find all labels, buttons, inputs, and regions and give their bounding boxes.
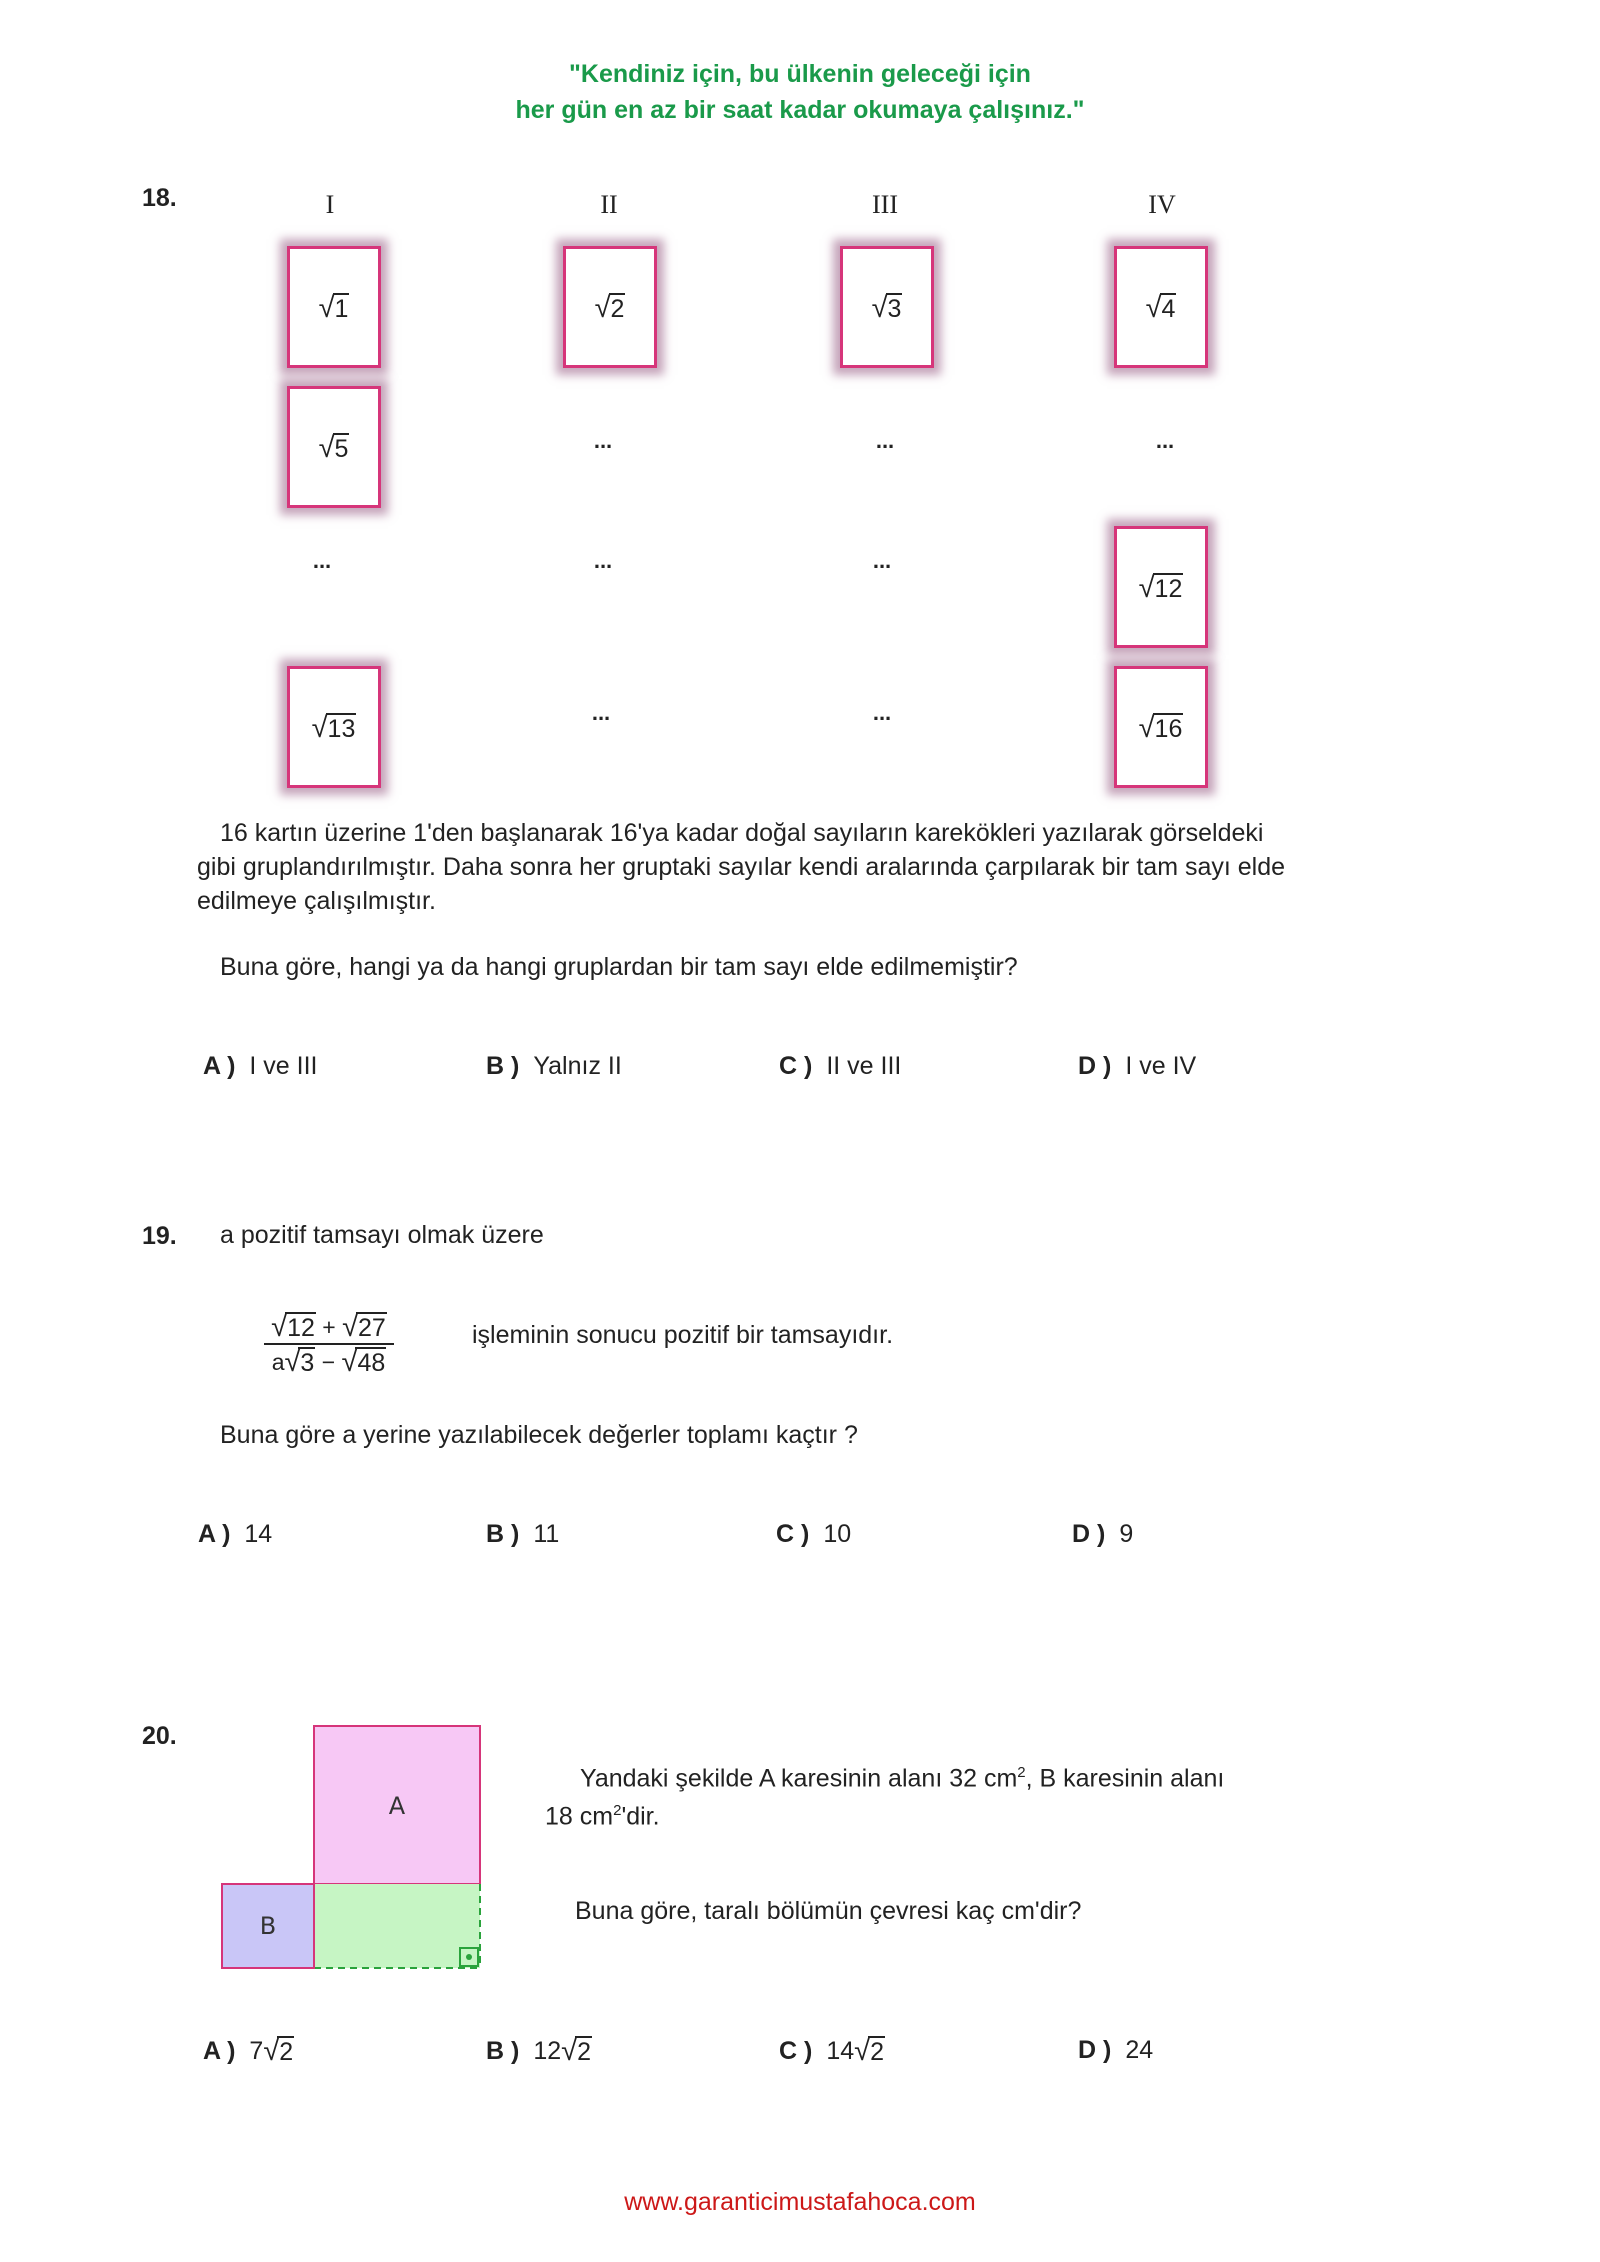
q18-option-d[interactable]: D ) I ve IV bbox=[1078, 1052, 1197, 1080]
question-18-text-line-2: gibi gruplandırılmıştır. Daha sonra her gruptaki sayılar kendi aralarında çarpılarak bir tam sayı elde bbox=[197, 853, 1286, 881]
q18-option-a[interactable]: A ) I ve III bbox=[203, 1052, 318, 1080]
card-sqrt-1: √ 1 bbox=[287, 246, 381, 368]
q19-option-a[interactable]: A ) 14 bbox=[198, 1520, 273, 1548]
motivational-quote bbox=[0, 56, 1600, 128]
q20-option-a[interactable]: A ) 7 √ 2 bbox=[203, 2035, 294, 2067]
card-sqrt-12: √ 12 bbox=[1114, 526, 1208, 648]
ellipsis: ... bbox=[593, 428, 613, 453]
right-angle-dot bbox=[466, 1954, 472, 1960]
q20-option-b[interactable]: B ) 12 √ 2 bbox=[486, 2035, 591, 2067]
group-label-4: IV bbox=[1148, 190, 1176, 219]
group-label-3: III bbox=[872, 190, 898, 219]
q19-option-d[interactable]: D ) 9 bbox=[1072, 1520, 1134, 1548]
card-sqrt-5: √ 5 bbox=[287, 386, 381, 508]
question-18-prompt: Buna göre, hangi ya da hangi gruplardan bir tam sayı elde edilmemiştir? bbox=[220, 953, 1018, 981]
ellipsis: ... bbox=[312, 548, 332, 573]
card-sqrt-16: √ 16 bbox=[1114, 666, 1208, 788]
quote-line-1: "Kendiniz için, bu ülkenin geleceği için bbox=[569, 60, 1031, 88]
question-19-prompt: Buna göre a yerine yazılabilecek değerler toplamı kaçtır ? bbox=[220, 1421, 858, 1449]
q20-option-c[interactable]: C ) 14 √ 2 bbox=[779, 2035, 884, 2067]
card-sqrt-13: √ 13 bbox=[287, 666, 381, 788]
q19-option-b[interactable]: B ) 11 bbox=[486, 1520, 560, 1548]
quote-line-2: her gün en az bir saat kadar okumaya çalışınız." bbox=[515, 96, 1085, 124]
q18-option-b[interactable]: B ) Yalnız II bbox=[486, 1052, 622, 1080]
question-19-number: 19. bbox=[142, 1222, 177, 1250]
group-label-1: I bbox=[325, 190, 335, 219]
ellipsis: ... bbox=[875, 428, 895, 453]
ellipsis: ... bbox=[1155, 428, 1175, 453]
question-18-text-line-3: edilmeye çalışılmıştır. bbox=[197, 887, 436, 915]
card-sqrt-4: √ 4 bbox=[1114, 246, 1208, 368]
question-18-number: 18. bbox=[142, 184, 177, 212]
ellipsis: ... bbox=[872, 548, 892, 573]
question-19-intro: a pozitif tamsayı olmak üzere bbox=[220, 1221, 544, 1249]
q20-option-d[interactable]: D ) 24 bbox=[1078, 2036, 1154, 2064]
fraction-denominator: a √ 3 − √ 48 bbox=[271, 1346, 386, 1378]
squares-figure bbox=[218, 1722, 488, 1972]
label-b: B bbox=[259, 1912, 277, 1940]
q18-option-c[interactable]: C ) II ve III bbox=[779, 1052, 902, 1080]
ellipsis: ... bbox=[872, 700, 892, 725]
q19-option-c[interactable]: C ) 10 bbox=[776, 1520, 852, 1548]
fraction-numerator: √ 12 + √ 27 bbox=[271, 1311, 386, 1343]
question-20-prompt: Buna göre, taralı bölümün çevresi kaç cm'dir? bbox=[575, 1897, 1082, 1925]
ellipsis: ... bbox=[591, 700, 611, 725]
card-sqrt-3: √ 3 bbox=[840, 246, 934, 368]
group-label-2: II bbox=[600, 190, 618, 219]
question-20-text-line-1: Yandaki şekilde A karesinin alanı 32 $cm^2$, B karesinin alanı bbox=[580, 1764, 1225, 1793]
shaded-region bbox=[314, 1884, 480, 1968]
fraction-expression bbox=[264, 1312, 394, 1376]
question-20-number: 20. bbox=[142, 1722, 177, 1750]
footer-website-link[interactable]: www.garanticimustafahoca.com bbox=[624, 2188, 976, 2216]
question-19-condition: işleminin sonucu pozitif bir tamsayıdır. bbox=[472, 1321, 894, 1349]
label-a: A bbox=[388, 1792, 406, 1820]
card-sqrt-2: √ 2 bbox=[563, 246, 657, 368]
question-20-text-line-2: 18 $cm^2'dir$. bbox=[545, 1802, 660, 1831]
fraction-bar bbox=[264, 1343, 394, 1345]
question-18-text-line-1: 16 kartın üzerine 1'den başlanarak 16'ya kadar doğal sayıların karekökleri yazılarak görseldeki bbox=[220, 819, 1264, 847]
ellipsis: ... bbox=[593, 548, 613, 573]
